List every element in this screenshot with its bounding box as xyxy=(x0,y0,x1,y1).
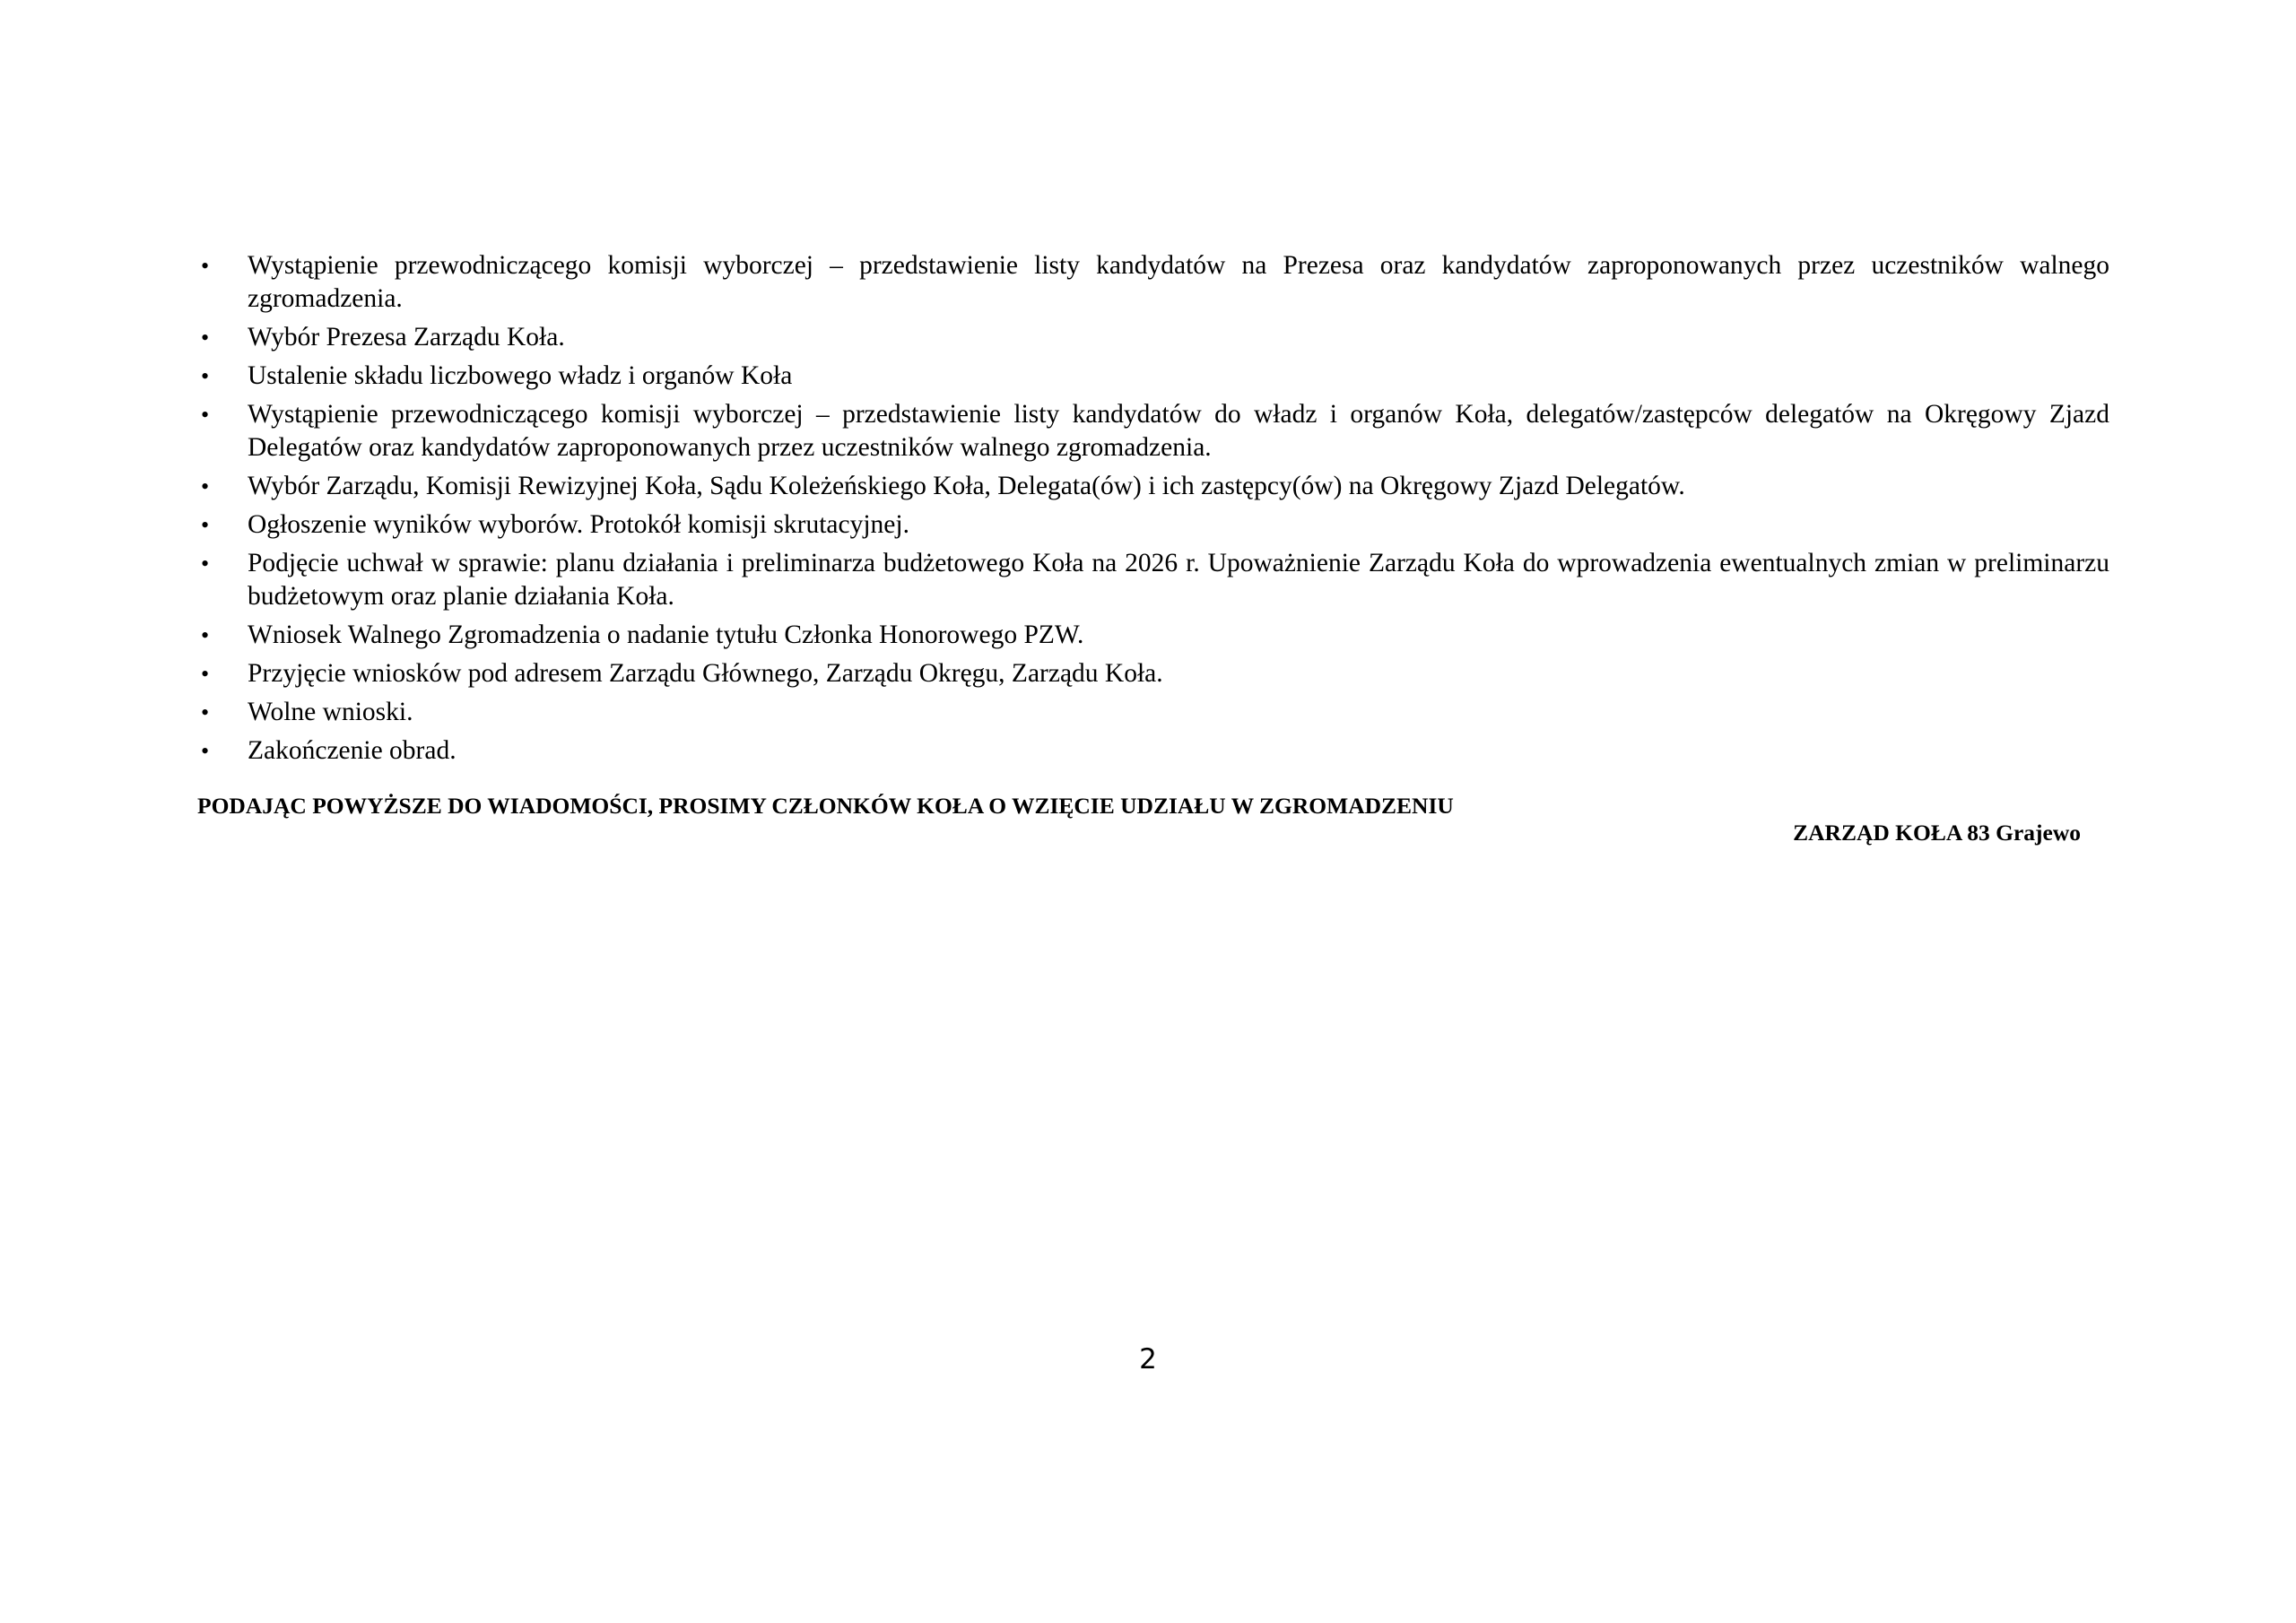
bullet-icon: • xyxy=(201,402,210,428)
bullet-icon: • xyxy=(201,699,210,725)
agenda-item xyxy=(197,508,2109,542)
agenda-item xyxy=(197,734,2109,768)
bullet-icon: • xyxy=(201,551,210,577)
agenda-item xyxy=(197,547,2109,613)
bullet-icon: • xyxy=(201,473,210,499)
agenda-item-text: Wniosek Walnego Zgromadzenia o nadanie tytułu Członka Honorowego PZW. xyxy=(248,621,1084,649)
bullet-icon: • xyxy=(201,363,210,389)
bullet-icon: • xyxy=(201,738,210,764)
agenda-item xyxy=(197,360,2109,393)
agenda-item xyxy=(197,470,2109,503)
agenda-list xyxy=(197,249,2109,773)
closing-statement: PODAJĄC POWYŻSZE DO WIADOMOŚCI, PROSIMY CZŁONKÓW KOŁA O WZIĘCIE UDZIAŁU W ZGROMADZENIU xyxy=(197,793,1454,819)
agenda-item xyxy=(197,657,2109,690)
agenda-item-text: Ogłoszenie wyników wyborów. Protokół komisji skrutacyjnej. xyxy=(248,510,909,539)
agenda-item-text: Wystąpienie przewodniczącego komisji wyborczej – przedstawienie listy kandydatów na Prezesa oraz kandydatów zaproponowanych przez uczestników walnego zgromadzenia. xyxy=(248,251,2109,313)
signature: ZARZĄD KOŁA 83 Grajewo xyxy=(1793,820,2081,846)
agenda-item-text: Wybór Prezesa Zarządu Koła. xyxy=(248,323,565,352)
agenda-item xyxy=(197,696,2109,729)
agenda-item-text: Ustalenie składu liczbowego władz i organów Koła xyxy=(248,361,793,390)
bullet-icon: • xyxy=(201,253,210,279)
agenda-item xyxy=(197,398,2109,464)
agenda-item xyxy=(197,321,2109,354)
agenda-item-text: Zakończenie obrad. xyxy=(248,736,457,765)
agenda-item-text: Przyjęcie wniosków pod adresem Zarządu Głównego, Zarządu Okręgu, Zarządu Koła. xyxy=(248,659,1163,688)
agenda-item-text: Wolne wnioski. xyxy=(248,698,413,726)
agenda-item xyxy=(197,619,2109,652)
agenda-item-text: Podjęcie uchwał w sprawie: planu działania i preliminarza budżetowego Koła na 2026 r. Upoważnienie Zarządu Koła do wprowadzenia ewentualnych zmian w preliminarzu budżetowym oraz planie działania Koła. xyxy=(248,549,2109,611)
agenda-item xyxy=(197,249,2109,316)
bullet-icon: • xyxy=(201,325,210,351)
page-number: 2 xyxy=(1139,1343,1157,1376)
agenda-item-text: Wystąpienie przewodniczącego komisji wyborczej – przedstawienie listy kandydatów do władz i organów Koła, delegatów/zastępców delegatów na Okręgowy Zjazd Delegatów oraz kandydatów zaproponowanych przez uczestników walnego zgromadzenia. xyxy=(248,400,2109,462)
bullet-icon: • xyxy=(201,512,210,538)
agenda-item-text: Wybór Zarządu, Komisji Rewizyjnej Koła, Sądu Koleżeńskiego Koła, Delegata(ów) i ich zastępcy(ów) na Okręgowy Zjazd Delegatów. xyxy=(248,472,1685,500)
bullet-icon: • xyxy=(201,661,210,687)
bullet-icon: • xyxy=(201,622,210,648)
